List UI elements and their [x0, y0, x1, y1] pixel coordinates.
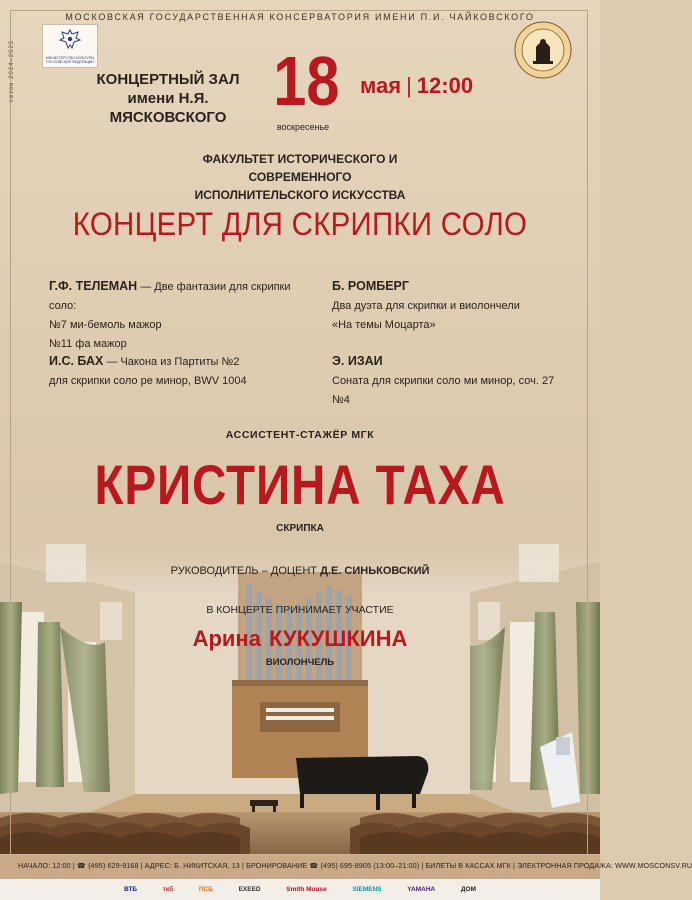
- footer-info: НАЧАЛО: 12:00 | ☎ (495) 629-9168 | АДРЕС: Б. НИКИТСКАЯ, 13 | БРОНИРОВАНИЕ ☎ (495) 695-8905 (13:00–21:00) | БИЛЕТЫ В КАССАХ МГК | ЭЛЕКТРОННАЯ ПРОДАЖА: WWW.MOSCONSV.RU: [18, 861, 692, 870]
- work-intro: Две фантазии для скрипки соло:: [49, 281, 291, 312]
- supervisor-name: Д.Е. СИНЬКОВСКИЙ: [320, 565, 430, 577]
- conservatory-seal-logo: [514, 21, 572, 79]
- sponsor-logo: ткб: [162, 886, 174, 893]
- ministry-of-culture-logo: [42, 24, 98, 68]
- event-day: 18: [273, 42, 340, 120]
- ministry-logo-text: МИНИСТЕРСТВО КУЛЬТУРЫ РОССИЙСКОЙ ФЕДЕРАЦИИ: [45, 56, 95, 64]
- program-item-telemann: [49, 277, 319, 354]
- work-line: для скрипки соло ре минор, BWV 1004: [49, 375, 247, 387]
- guest-instrument: ВИОЛОНЧЕЛЬ: [265, 657, 335, 668]
- guest-name: [0, 626, 600, 652]
- footer-info-bar: [0, 855, 692, 879]
- hall-line-1: КОНЦЕРТНЫЙ ЗАЛ: [96, 71, 240, 88]
- work-line: «На темы Моцарта»: [332, 319, 436, 331]
- dash: —: [103, 356, 121, 368]
- season-label: [5, 28, 19, 126]
- sponsor-logo: ДОМ: [460, 886, 476, 893]
- event-time: 12:00: [416, 73, 474, 98]
- sponsor-logo: YAMAHA: [407, 886, 436, 893]
- event-month-time: [360, 73, 473, 99]
- work-line: №7 ми-бемоль мажор: [49, 319, 162, 331]
- supervisor-role: РУКОВОДИТЕЛЬ – ДОЦЕНТ: [170, 565, 318, 577]
- composer-name: И.С. БАХ: [49, 354, 104, 368]
- performer-instrument: СКРИПКА: [276, 523, 324, 534]
- performer-name: КРИСТИНА ТАХА: [94, 453, 506, 516]
- work-line: Соната для скрипки соло ми минор, соч. 27 №4: [332, 375, 555, 406]
- season-text: сезон 2024–2025: [9, 39, 15, 103]
- sponsor-logo: ВТБ: [124, 886, 138, 893]
- work-intro: Чакона из Партиты №2: [120, 356, 240, 368]
- guest-intro: В КОНЦЕРТЕ ПРИНИМАЕТ УЧАСТИЕ: [206, 604, 394, 616]
- sponsor-logo: Smith Mouse: [286, 886, 327, 893]
- composer-name: Г.Ф. ТЕЛЕМАН: [49, 279, 138, 293]
- program-item-romberg: [332, 277, 572, 335]
- event-month: мая: [360, 73, 402, 98]
- faculty-name: [150, 150, 450, 204]
- event-weekday: воскресенье: [276, 122, 330, 132]
- faculty-line-1: ФАКУЛЬТЕТ ИСТОРИЧЕСКОГО И СОВРЕМЕННОГО: [202, 152, 398, 184]
- dash: —: [137, 281, 155, 293]
- program-item-ysaye: [332, 352, 572, 410]
- program-item-bach: [49, 352, 319, 391]
- sponsors-bar: [0, 879, 600, 900]
- sponsor-logo: EXEED: [238, 886, 261, 893]
- sponsor-logo: SIEMENS: [352, 886, 382, 893]
- institution-name: МОСКОВСКАЯ ГОСУДАРСТВЕННАЯ КОНСЕРВАТОРИЯ ИМЕНИ П.И. ЧАЙКОВСКОГО: [65, 12, 535, 22]
- sponsor-logo: ПСБ: [198, 886, 213, 893]
- concert-hall-photo: [0, 532, 600, 854]
- work-line: Два дуэта для скрипки и виолончели: [332, 300, 520, 312]
- guest-first-name: Арина: [192, 626, 261, 651]
- separator: |: [406, 73, 412, 98]
- sponsor-logos: [124, 883, 476, 896]
- double-headed-eagle-icon: [58, 28, 82, 50]
- work-line: №11 фа мажор: [49, 338, 127, 350]
- concert-hall-name: [78, 70, 258, 127]
- composer-name: Э. ИЗАИ: [332, 354, 383, 368]
- guest-last-name: КУКУШКИНА: [268, 626, 408, 651]
- composer-name: Б. РОМБЕРГ: [332, 279, 409, 293]
- hall-line-2: имени Н.Я. МЯСКОВСКОГО: [109, 90, 227, 126]
- supervisor-line: [0, 565, 600, 577]
- performer-status: АССИСТЕНТ-СТАЖЁР МГК: [225, 429, 375, 441]
- faculty-line-2: ИСПОЛНИТЕЛЬСКОГО ИСКУССТВА: [194, 188, 406, 202]
- concert-title: КОНЦЕРТ ДЛЯ СКРИПКИ СОЛО: [72, 206, 528, 242]
